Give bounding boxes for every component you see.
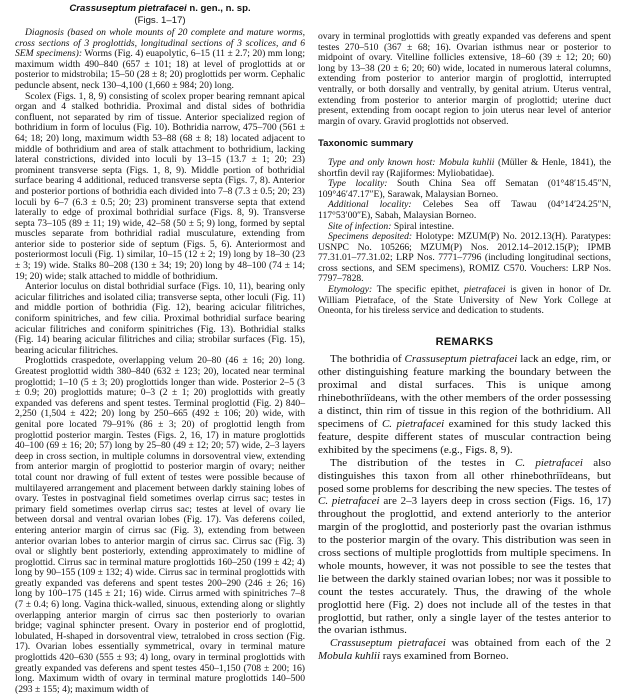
scolex-paragraph: Scolex (Figs. 1, 8, 9) consisting of scolex proper bearing remnant apical organ and 4 stalked bothridia. Proximal and distal sides of bothridia confluent, not separated by rim of tissue. Anterior specialized region of bothridium in form of loculus (Fig. 10). Bothridia narrow, 475–700 (561 ± 64; 18; 20) long, maximum width 53–88 (68 ± 8; 18) located adjacent to middle of bothridium and area of stalk attachment to bothridium, lacking lateral constrictions, divided into loculi by 13–15 (13.7 ± 1; 20; 23) prominent transverse septa (Figs. 1, 8, 9). Middle portion of bothridial surface bearing 4 additional, reduced transverse septa (Figs. 7, 8). Anterior and posterior portions of bothridia each divided into 7–8 (7.3 ± 0.5; 20; 23) loculi by 6–7 (6.3 ± 0.5; 20; 23) prominent transverse septa that extend laterally to edge of proximal bothridial surface (Figs. 8, 9). Transverse septa 73–105 (89 ± 11; 19) wide, 42–58 (50 ± 5; 9) long, formed by septal muscles separate from bothridial radial musculature, extending from anterior side to posterior side of septum (Figs. 5, 6). Anteriormost and posteriormost loculi (Fig. 1) similar, 10–15 (12 ± 2; 19) long by 18–30 (23 ± 3; 19) wide. Stalks 80–208 (130 ± 34; 19; 20) long by 48–100 (74 ± 14; 19; 20) wide; stalk attached to middle of bothridium. [15,90,305,282]
remarks-p1-species-2: C. pietrafacei [381,417,445,430]
type-host-text: (Müller & Henle, 1841), the shortfin devil ray (Rajiformes: Myliobatidae). [318,156,611,179]
taxonomic-summary-heading: Taxonomic summary [318,138,414,150]
remarks-p3-text-b: rays examined from Borneo. [380,650,509,663]
remarks-p2-species: C. pietrafacei [514,456,583,469]
etymology-post: is given in honor of Dr. William Pietraface, of the State University of New York College at Oneonta, for his tireless service and dedication to students. [318,284,612,317]
site-of-infection-label: Site of infection: [328,220,392,232]
species-designation: n. gen., n. sp. [186,3,251,14]
diagnosis-paragraph [15,28,305,92]
specimens-deposited-label: Specimens deposited: [328,231,413,243]
remarks-paragraph-2 [318,457,611,638]
etymology-entry [318,285,611,317]
type-locality-label: Type locality: [328,178,388,190]
remarks-p3-text-a: was obtained from each of the 2 [445,637,611,650]
species-title [15,3,305,15]
etymology-epithet: pietrafacei [463,284,506,296]
additional-locality-entry [318,200,611,221]
species-name: Crassuseptum pietrafacei [69,3,187,14]
diagnosis-text: Worms (Fig. 4) euapolytic, 6–15 (11 ± 2.7; 20) mm long; maximum width 490–840 (657 ± 101; 18) at level of proglottids at or posterior to midstrobila; 15–50 (28 ± 8; 20) proglottids per worm. Cephalic peduncle absent, neck 130–4,100 (1,660 ± 984; 20) long. [15,48,305,91]
additional-locality-label: Additional locality: [328,199,412,211]
loculus-paragraph: Anterior loculus on distal bothridial surface (Figs. 10, 11), bearing only acicular filitriches and isolated cilia; transverse septa, other loculi (Fig. 11) and middle portion of bothridia (Fig. 12), bearing acicular filitriches, coniform spinitriches, and few cilia. Proximal bothridial surface bearing acicular filitriches and coniform spinitriches (Fig. 13). Bothridial stalks (Fig. 14) bearing acicular filitriches and cilia; strobilar surfaces (Fig. 15), bearing acicular filitriches. [15,281,305,356]
remarks-p2-text-c: are 2–3 layers deep in cross section (Figs. 16, 17) throughout the proglottid, and extend anteriorly to the anterior margin of the proglottid, and posteriorly past the ovarian isthmus to the posterior margin of the ovary. This distribution was seen in cross sections of multiple proglottids from multiple specimens. In whole mounts, however, it was not possible to see the testes that lie between the darkly stained ovarian lobes; nor was it possible to count the testes accurately. Thus, the drawing of the whole proglottid here (Fig. 2) does not include all of the testes in that proglottid, but rather, only a single layer of the testes anterior to the ovarian isthmus. [318,495,611,637]
left-column [15,3,305,695]
remarks-body [318,353,611,663]
type-locality-text: South China Sea off Sematan (01°48′15.45″N, 109°46′47.17″E), Sarawak, Malaysian Borneo. [318,178,611,200]
remarks-p3-species: Crassuseptum pietrafacei [330,637,446,650]
remarks-p2-text-a: The distribution of the testes in [330,456,515,469]
remarks-p1-text-b: lack an edge, rim, or other distinguishing feature marking the boundary between the proximal and distal surfaces. This is unique among rhinebothriïdeans, with the other members of the order possessing a distinct, thin rim of tissue in this region of the bothridium. All specimens of [318,353,611,430]
right-column [318,32,611,663]
etymology-pre: The specific epithet, [372,284,464,296]
remarks-p3-host: Mobula kuhlii [318,650,381,663]
species-title-block [15,3,305,26]
remarks-paragraph-3 [318,637,611,663]
remarks-p2-species-2: C. pietrafacei [318,495,380,508]
specimens-deposited-text: Holotype: MZUM(P) No. 2012.13(H). Paratypes: USNPC No. 105266; MZUM(P) Nos. 2012.14–2012.15(P); IPMB 77.31.01–77.31.02; LRP Nos. 7771–7796 (including longitudinal sections, cross sections, and SEM specimens), ROMIZ C570. Vouchers: LRP Nos. 7797–7828. [318,231,611,285]
remarks-p1-text-a: The bothridia of [330,353,405,366]
remarks-p1-species: Crassuseptum pietrafacei [404,353,518,366]
type-locality-entry [318,179,611,200]
ovary-continued-paragraph: ovary in terminal proglottids with greatly expanded vas deferens and spent testes 270–510 (367 ± 68; 16). Ovarian isthmus near or posterior to midpoint of ovary. Vitelline follicles extensive, 18–60 (39 ± 12; 20; 60) long by 13–38 (20 ± 6; 20; 60) wide, located in numerous lateral columns, extending from posterior to anterior margin of proglottid, interrupted ventrally, or both dorsally and ventrally, by genital atrium. Uterus ventral, extending from posterior to anterior margin of proglottid; uterine duct present, extending from oocapt region to join uterus near level of anterior margin of ovary. Gravid proglottids not observed. [318,31,611,127]
etymology-label: Etymology: [328,284,373,296]
taxonomic-summary [318,158,611,317]
remarks-p2-text-b: also distinguishes this taxon from all other rhinebothriïdeans, but posed some problems for describing the new species. The testes of [318,456,611,495]
additional-locality-text: Celebes Sea off Tawau (04°14′24.25″N, 117°53′00″E), Sabah, Malaysian Borneo. [318,199,611,221]
specimens-deposited-entry [318,232,611,285]
type-host-label: Type and only known host: [328,156,436,168]
proglottids-paragraph: Proglottids craspedote, overlapping velum 20–80 (46 ± 16; 20) long. Greatest proglottid width 380–840 (632 ± 123; 20), located near terminal proglottid; 1–10 (5 ± 3; 20) proglottids longer than wide. Posterior 2–5 (3 ± 0.9; 20) proglottids mature; 0–3 (2 ± 1; 20) proglottids with greatly expanded vas deferens and spent testes. Terminal proglottid (Fig. 2) 840–2,250 (1,504 ± 422; 20) long by 250–665 (492 ± 106; 20) wide, with genital pore located 79–91% (86 ± 3; 20) of proglottid length from proglottid posterior margin. Testes (Figs. 2, 16, 17) in mature proglottids 40–100 (69 ± 16; 20; 57) long by 25–80 (49 ± 12; 20; 57) wide, 2–3 layers deep in cross section, in multiple columns in dorsoventral view, extending from anterior margin of proglottid to posterior margin of ovary; neither total count nor drawing of full extent of testes were possible because of multilayered arrangement and placement between darkly staining lobes of ovary. Testes in postvaginal field sometimes overlap cirrus sac; testes in primary field sometimes overlap cirrus sac; testes at level of ovary lie between dorsal and ventral ovarian lobes (Fig. 17). Vas deferens coiled, entering anterior margin of cirrus sac (Fig. 3), extending from between anterior ovarian lobes to anterior margin of cirrus sac. Cirrus sac (Fig. 3) oval or slightly bent posteriorly, extending approximately to midline of proglottid. Cirrus sac in terminal mature proglottids 160–250 (199 ± 42; 4) long by 90–155 (109 ± 132; 4) wide. Cirrus sac in terminal proglottids with greatly expanded vas deferens and spent testes 200–290 (246 ± 26; 16) long by 100–175 (145 ± 21; 16) wide. Cirrus armed with spinitriches 7–8 (7 ± 0.4; 6) long. Vagina thick-walled, sinuous, extending along or slightly overlapping anterior margin of cirrus sac then posteriorly to ovarian bridge; vaginal sphincter present. Ovary in posterior end of proglottid, lobulated, H-shaped in dorsoventral view, tetralobed in cross section (Fig. 17). Ovarian lobes essentially symmetrical, ovary in terminal mature proglottids 420–630 (555 ± 93; 4) long, ovary in terminal proglottids with greatly expanded vas deferens and spent testes 450–1,150 (708 ± 200; 16) long. Maximum width of ovary in terminal mature proglottids 140–500 (293 ± 155; 4); maximum width of [15,355,305,695]
type-host-entry [318,158,611,179]
site-of-infection-text: Spiral intestine. [391,220,455,232]
host-species: Mobula kuhlii [435,156,495,168]
figure-reference: (Figs. 1–17) [134,14,186,26]
remarks-heading: REMARKS [435,335,494,348]
remarks-paragraph-1 [318,353,611,456]
remarks-p1-text-c: examined for this study lacked this feature, despite different states of muscular contraction being exhibited by the specimens (e.g., Figs. 8, 9). [318,417,611,456]
diagnosis-label: Diagnosis (based on whole mounts of 20 complete and mature worms, cross sections of 3 proglottids, longitudinal sections of 3 scolices, and 6 SEM specimens): [15,27,305,60]
